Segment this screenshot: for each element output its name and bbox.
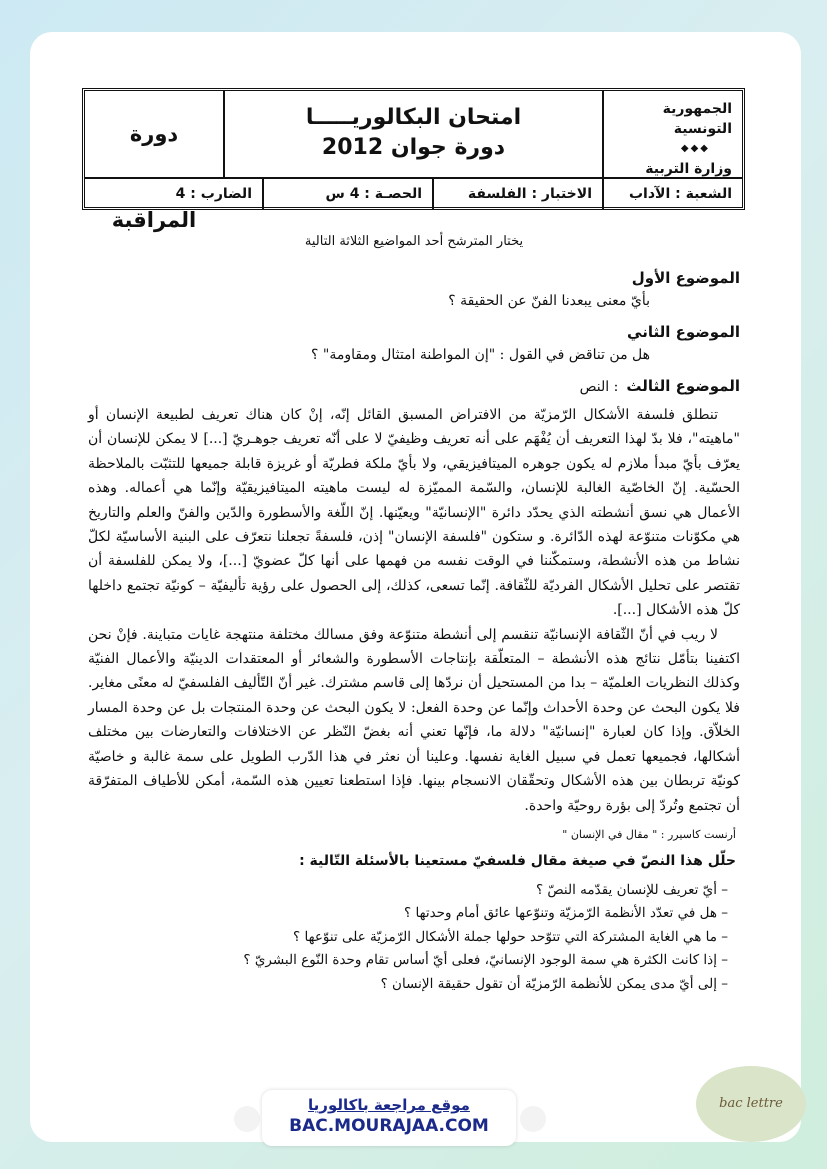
stars-decoration: ◆◆◆ <box>680 143 710 154</box>
subject-1-title: الموضوع الأول <box>631 269 740 287</box>
text-paragraph-2: لا ريب في أنّ الثّقافة الإنسانيّة تنقسم إلى أنشطة متنوّعة وفق مسالك مختلفة منتهجة غايات متباينة. فإنْ نحن اكتفينا بتأمّل نتائج هذه الأنشطة – المتعلّقة بإنتاجات الأسطورة والشعائر أو المعتقدات الدينيّة والأعمال الفنيّة وكذلك النظريات العلميّة – بدا من المستحيل أن نردّها إلى قاسم مشترك. غير أنّ التّأليف الفلسفيّ له معنًى مغاير. فلا يكون البحث عن وحدة الأحداث وإنّما عن وحدة الفعل: لا يكون البحث عن وحدة المنتجات بل عن وحدة المسار الخلاّق. وإذا كان لعبارة "إنسانيّة" دلالة ما، فإنّها تعني أنه بغضّ النّظر عن الاختلافات والتعارضات بين مختلف أشكالها، فجميعها تعمل في سبيل الغاية نفسها. وعلينا أن نعثر في هذا الدّرب الطويل على سمة غالبة و خاصيّة كونيّة تربطان بين هذه الأشكال وتحقّقان الانسجام بينها. فإذا استطعنا تعيين هذه السّمة، أمكن للأطياف المتفرّقة أن تجتمع وتُردّ إلى بؤرة روحيّة واحدة. <box>88 626 740 814</box>
exam-title-block <box>223 91 602 177</box>
site-name-link[interactable]: موقع مراجعة باكالوريا <box>308 1096 470 1114</box>
site-logo-right-icon <box>520 1106 546 1132</box>
site-footer[interactable] <box>262 1090 516 1146</box>
question-item: – أيّ تعريف للإنسان يقدّمه النصّ ؟ <box>88 879 728 903</box>
subject-2-question: هل من تناقض في القول : "إن المواطنة امتثال ومقاومة" ؟ <box>311 347 650 363</box>
site-logo-left-icon <box>234 1106 260 1132</box>
exam-content <box>88 234 740 996</box>
session-type: دورة المراقبة <box>111 122 197 232</box>
question-item: – ما هي الغاية المشتركة التي تتوّحد حولها جملة الأشكال الرّمزيّة على تنوّعها ؟ <box>88 926 728 950</box>
subject-1-question: بأيّ معنى يبعدنا الفنّ عن الحقيقة ؟ <box>448 293 650 309</box>
ministry-block <box>602 91 742 177</box>
exam-header <box>82 88 745 232</box>
guiding-questions <box>88 879 740 997</box>
text-label: : النص <box>579 379 619 395</box>
branch-label: الشعبة : الآداب <box>602 179 742 209</box>
subject-label: الاختبار : الفلسفة <box>432 179 602 209</box>
analysis-instruction: حلّل هذا النصّ في صيغة مقال فلسفيّ مستعينا بالأسئلة التّالية : <box>299 852 736 869</box>
duration-label: الحصـة : 4 س <box>262 179 432 209</box>
instructions-intro: يختار المترشح أحد المواضيع الثلاثة التالية <box>304 234 524 249</box>
text-source: أرنست كاسيرر : " مقال في الإنسان " <box>562 827 736 841</box>
text-paragraph-1: تنطلق فلسفة الأشكال الرّمزيّة من الافتراض المسبق القائل إنّه، إنْ كان هناك تعريف لطبيعة الإنسان أو "ماهيته"، فلا بدّ لهذا التعريف أن يُفْهَم على أنه تعريف وظيفيّ لا على أنّه تعريف جوهـريّ [...] لا يمكن للإنسان أن يعرّف بأيّ مبدأ ملازم له يكون جوهره الميتافيزيقي، ولا بأيّ ملكة فطريّة أو غريزة قابلة جميعها للتثبّت بالملاحظة الحسّية. إنّ الخاصّية الغالبة للإنسان، والسّمة المميّزة له ليست ماهيته الميتافيزيقيّة وإنّما هي أعماله. وهذه الأعمال هي نسق أنشطته الذي يحدّد دائرة "الإنسانيّة" ويعيّنها. إنّ اللّغة والأسطورة والدّين والفنّ والعلم والتاريخ هي مكوّنات متنوّعة لهذه الدّائرة. و ستكون "فلسفة الإنسان" إذن، فلسفةً تجعلنا نتعرّف على البنية الأساسيّة لكلّ نشاط من هذه الأنشطة، وستمكّننا في الوقت نفسه من فهمها على أنها كلّ عضويّ [...]، ولا يمكن للفلسفة أن تقتصر على تحليل الأشكال الفرديّة للثّقافة. إنّما تسعى، كذلك، إلى الحصول على رؤية تأليفيّة – كونيّة تجتمع داخلها كلّ هذه الأشكال [...]. <box>88 407 740 619</box>
site-url-link[interactable]: BAC.MOURAJAA.COM <box>289 1116 489 1136</box>
exam-session: دورة جوان 2012 <box>321 135 506 160</box>
question-item: – هل في تعدّد الأنظمة الرّمزيّة وتنوّعها عائق أمام وحدتها ؟ <box>88 902 728 926</box>
subject-3-title: الموضوع الثالث <box>626 377 740 395</box>
ministry-name: وزارة التربية <box>645 161 732 177</box>
subject-3-heading <box>88 375 740 397</box>
question-item: – إلى أيّ مدى يمكن للأنظمة الرّمزيّة أن تقول حقيقة الإنسان ؟ <box>88 973 728 997</box>
bac-lettre-stamp: bac lettre <box>696 1066 806 1142</box>
question-item: – إذا كانت الكثرة هي سمة الوجود الإنسانيّ، فعلى أيّ أساس تقام وحدة النّوع البشريّ ؟ <box>88 949 728 973</box>
exam-title: امتحان البكالوريـــــا <box>305 105 522 130</box>
coefficient-label: الضارب : 4 <box>175 186 252 202</box>
country-name: الجمهورية التونسية <box>662 101 732 137</box>
subject-2-title: الموضوع الثاني <box>627 323 740 341</box>
